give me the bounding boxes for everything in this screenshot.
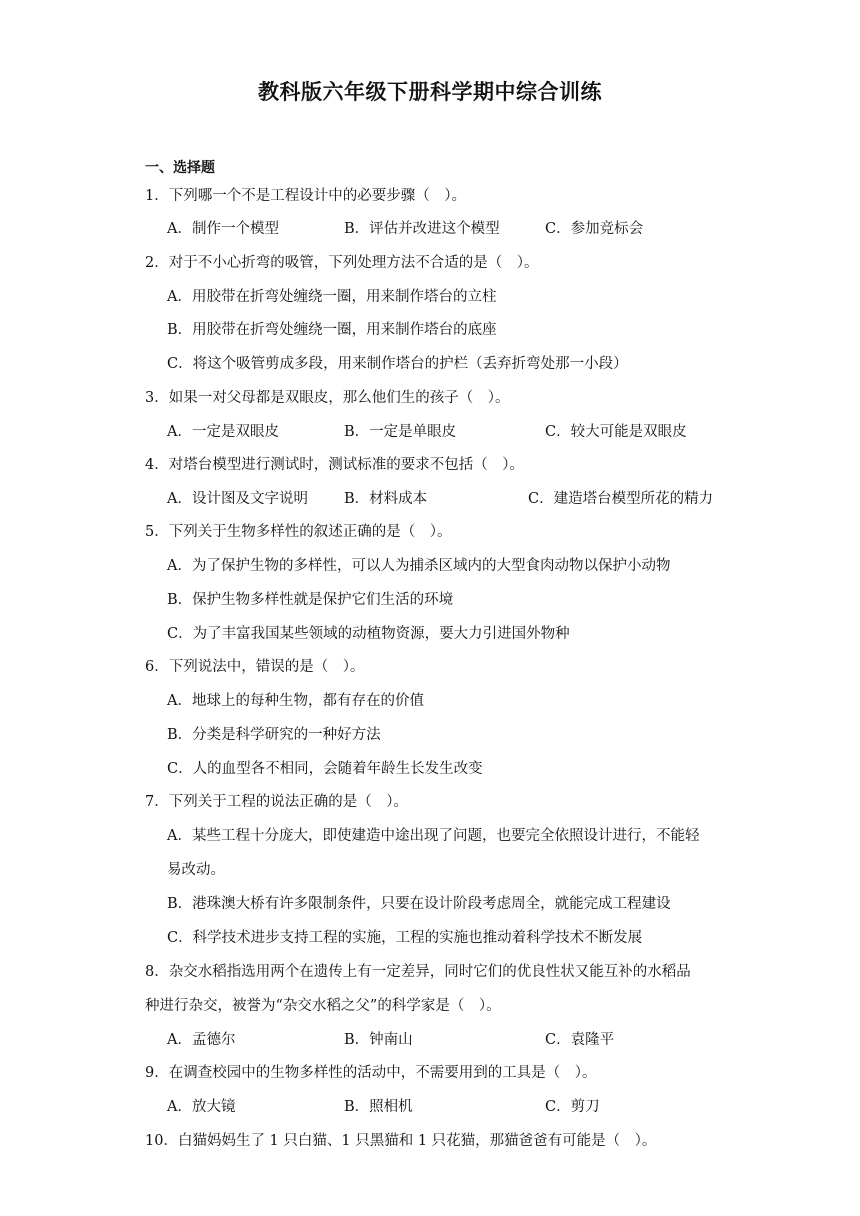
question-1-stem: 1．下列哪一个不是工程设计中的必要步骤（ ）。 [145,188,466,204]
question-6-option-c: C．人的血型各不相同，会随着年龄生长发生改变 [167,761,483,777]
question-2-stem: 2．对于不小心折弯的吸管，下列处理方法不合适的是（ ）。 [145,255,539,271]
question-3-option-b: B．一定是单眼皮 [344,424,457,440]
question-2-option-a: A．用胶带在折弯处缠绕一圈，用来制作塔台的立柱 [167,289,497,305]
question-8-option-b: B．钟南山 [344,1032,413,1048]
question-5-option-b: B．保护生物多样性就是保护它们生活的环境 [167,592,454,608]
question-9-option-c: C．剪刀 [545,1099,600,1115]
question-9-option-b: B．照相机 [344,1099,413,1115]
question-7-option-a: A．某些工程十分庞大，即使建造中途出现了问题，也要完全依照设计进行，不能轻 [167,828,700,844]
question-3-stem: 3．如果一对父母都是双眼皮，那么他们生的孩子（ ）。 [145,390,510,406]
question-5-option-a: A．为了保护生物的多样性，可以人为捕杀区域内的大型食肉动物以保护小动物 [167,558,671,574]
question-10-stem: 10．白猫妈妈生了 1 只白猫、1 只黑猫和 1 只花猫，那猫爸爸有可能是（ ）。 [145,1133,657,1149]
question-1-option-a: A．制作一个模型 [167,221,279,237]
question-6-stem: 6．下列说法中，错误的是（ ）。 [145,659,365,675]
question-3-option-c: C．较大可能是双眼皮 [545,424,687,440]
question-7-stem: 7．下列关于工程的说法正确的是（ ）。 [145,794,408,810]
question-8-option-c: C．袁隆平 [545,1032,615,1048]
question-9-option-a: A．放大镜 [167,1099,236,1115]
question-4-stem: 4．对塔台模型进行测试时，测试标准的要求不包括（ ）。 [145,457,524,473]
question-1-option-c: C．参加竞标会 [545,221,644,237]
question-2-option-c: C．将这个吸管剪成多段，用来制作塔台的护栏（丢弃折弯处那一小段） [167,356,628,372]
question-9-stem: 9．在调查校园中的生物多样性的活动中，不需要用到的工具是（ ）。 [145,1065,597,1081]
question-4-option-a: A．设计图及文字说明 [167,491,308,507]
question-2-option-b: B．用胶带在折弯处缠绕一圈，用来制作塔台的底座 [167,322,497,338]
question-4-option-b: B．材料成本 [344,491,428,507]
question-7-option-a-continued: 易改动。 [167,862,225,878]
question-1-option-b: B．评估并改进这个模型 [344,221,500,237]
question-8-option-a: A．孟德尔 [167,1032,236,1048]
question-7-option-c: C．科学技术进步支持工程的实施，工程的实施也推动着科学技术不断发展 [167,930,643,946]
question-7-option-b: B．港珠澳大桥有许多限制条件，只要在设计阶段考虑周全，就能完成工程建设 [167,896,671,912]
question-8-stem-continued: 种进行杂交，被誉为“杂交水稻之父”的科学家是（ ）。 [145,998,501,1014]
question-6-option-a: A．地球上的每种生物，都有存在的价值 [167,693,424,709]
question-5-stem: 5．下列关于生物多样性的叙述正确的是（ ）。 [145,524,452,540]
section-heading: 一、选择题 [145,160,215,176]
question-8-stem: 8．杂交水稻指选用两个在遗传上有一定差异，同时它们的优良性状又能互补的水稻品 [145,964,691,980]
document-title: 教科版六年级下册科学期中综合训练 [258,79,602,104]
question-5-option-c: C．为了丰富我国某些领域的动植物资源，要大力引进国外物种 [167,626,570,642]
question-4-option-c: C．建造塔台模型所花的精力 [528,491,714,507]
question-6-option-b: B．分类是科学研究的一种好方法 [167,727,381,743]
question-3-option-a: A．一定是双眼皮 [167,424,279,440]
